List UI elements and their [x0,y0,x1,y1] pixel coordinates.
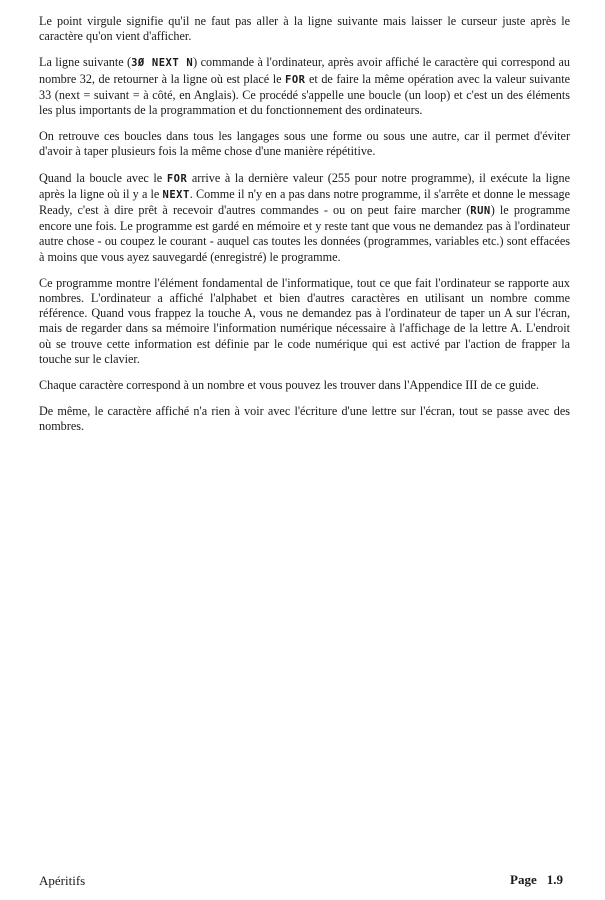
code-keyword: FOR [166,172,188,185]
text-segment: Quand la boucle avec le [39,170,167,185]
text-segment: On retrouve ces boucles dans tous les langages sous une forme ou sous une autre, car il permet d'éviter d'avoir à taper plusieurs fois la même chose d'une manière répétitive. [39,129,570,159]
page-label: Page [510,872,537,887]
text-segment: . Comme il n'y en a pas dans notre programme, il s'arrête et donne le message Ready, c'est à dire prêt à recevoir d'autres commandes - ou on peut faire marcher ( [39,186,570,218]
code-keyword: 3Ø NEXT N [131,57,194,70]
text-segment: Ce programme montre l'élément fondamental de l'informatique, tout ce que fait l'ordinateur se rapporte aux nombres. L'ordinateur a affiché l'alphabet et bien d'autres caractères en utilisant un nombre comme référence. Quand vous frappez la touche A, vous ne demandez pas à l'ordinateur de taper un A sur l'écran, mais de regarder dans sa mémoire l'information numérique nécessaire à l'affichage de la lettre A. L'endroit où se trouve cette information est définie par le code numérique qui est activé par l'action de frapper la touche sur le clavier. [39,275,570,366]
text-segment: Le point virgule signifie qu'il ne faut pas aller à la ligne suivante mais laisser le curseur juste après le caractère qu'on vient d'afficher. [39,14,570,44]
footer-title: Apéritifs [39,873,86,888]
paragraph [39,276,570,367]
text-segment: arrive à la dernière valeur (255 pour notre programme), il exécute la ligne après la ligne où il y a le [39,170,570,201]
code-keyword: RUN [470,205,491,218]
text-segment: ) le programme encore une fois. Le programme est gardé en mémoire et y reste tant que vous ne demandez pas à l'ordinateur autre chose - ou coupez le courant - auquel cas toutes les données (programmes, variables etc.) sont effacées à moins que vous ayez sauvegardé (enregistré) le programme. [39,203,571,264]
paragraph [39,378,570,393]
paragraph [39,129,570,159]
paragraph [39,14,570,44]
text-segment: Chaque caractère correspond à un nombre et vous pouvez les trouver dans l'Appendice III de ce guide. [39,378,539,393]
paragraph [39,171,570,265]
page-number: 1.9 [546,872,563,887]
page-body [39,14,570,446]
code-keyword: FOR [285,73,306,86]
text-segment: et de faire la même opération avec la valeur suivante 33 (next = suivant = à côté, en Anglais). Ce procédé s'appelle une boucle (un loop) et c'est un des éléments les plus importants de la programmation et du fonctionnement des ordinateurs. [39,71,570,118]
page-indicator [510,872,563,888]
text-segment: De même, le caractère affiché n'a rien à voir avec l'écriture d'une lettre sur l'écran, tout se passe avec des nombres. [39,404,570,434]
code-keyword: NEXT [162,188,190,201]
paragraph [39,55,570,118]
text-segment: La ligne suivante ( [39,55,132,70]
text-segment: ) commande à l'ordinateur, après avoir affiché le caractère qui correspond au nombre 32, de retourner à la ligne où est placé le [39,55,570,86]
paragraph [39,404,570,434]
